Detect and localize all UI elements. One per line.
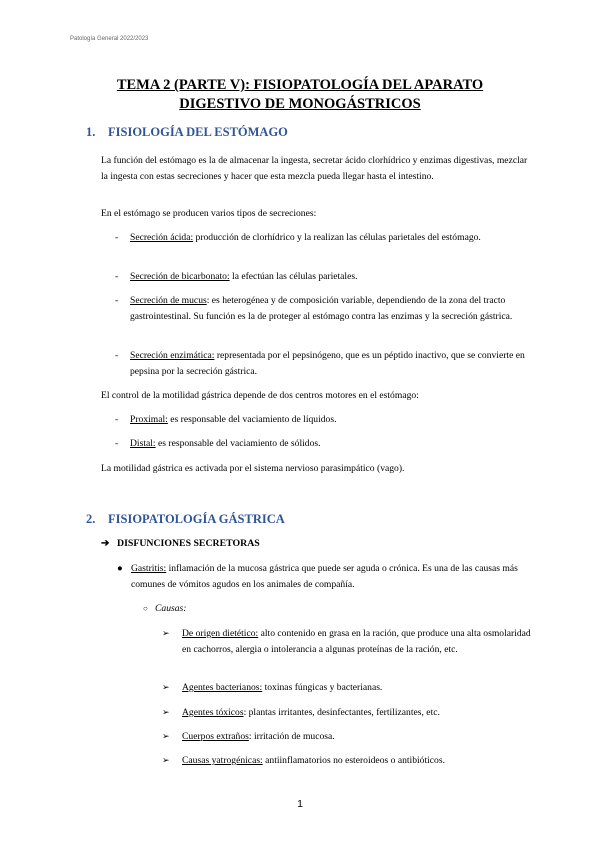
subsection-heading: ➔ DISFUNCIONES SECRETORAS [101, 538, 260, 549]
title-line-2: DIGESTIVO DE MONOGÁSTRICOS [179, 96, 421, 112]
arrowhead-icon: ➢ [162, 755, 170, 765]
document-page: Patología General 2022/2023 TEMA 2 (PARTE V): FISIOPATOLOGÍA DEL APARATO DIGESTIVO DE MONOGÁSTRICOS 1. FISIOLOGÍA DEL ESTÓMAGO La función del estómago es la de almacenar la ingesta, secretar ácido clorhídrico y enzimas digestivas, mezclar la ingesta con estas secreciones y hacer que esta mezcla pueda llegar hasta el intestino. En el estómago se producen varios tipos de secreciones: - Secreción ácida: producción de clorhídrico y la realizan las células parietales del estómago. - Secreción de bicarbonato: la efectúan las células parietales. - Secreción de mucus: es heterogénea y de composición variable, dependiendo de la zona del tracto gastrointestinal. Su función es la de proteger al estómago contra las enzimas y la secreción gástrica. - Secreción enzimática: representada por el pepsinógeno, que es un péptido inactivo, que se convierte en pepsina por la secreción gástrica. El control de la motilidad gástrica depende de dos centros motores en el estómago: - Proximal: es responsable del vaciamiento de líquidos. - Distal: es responsable del vaciamiento de sólidos. La motilidad gástrica es activada por el sistema nervioso parasimpático (vago). 2. FISIOPATOLOGÍA GÁSTRICA ➔ DISFUNCIONES SECRETORAS ● Gastritis: inflamación de la mucosa gástrica que puede ser aguda o crónica. Es una de las causas más comunes de vómitos agudos en los animales de compañía. ○ Causas: ➢ De origen dietético: alto contenido en grasa en la ración, que produce una alta osmolaridad en cachorros, alergia o intolerancia a algunas proteínas de la ración, etc. ➢ Agentes bacterianos: toxinas fúngicas y bacterianas. ➢ Agentes tóxicos: plantas irritantes, desinfectantes, fertilizantes, etc. ➢ Cuerpos extraños: irritación de mucosa. ➢ Causas yatrogénicas: antiinflamatorios no esteroideos o antibióticos. 1 [0, 0, 600, 848]
arrowhead-icon: ➢ [162, 628, 170, 638]
bullet-dot-icon: ● [117, 563, 123, 574]
section-1-closing: La motilidad gástrica es activada por el sistema nervioso parasimpático (vago). [101, 463, 405, 474]
secretions-intro: En el estómago se producen varios tipos de secreciones: [101, 208, 317, 219]
section-2-heading: 2. FISIOPATOLOGÍA GÁSTRICA [86, 512, 285, 526]
bullet-circle-icon: ○ [143, 604, 148, 613]
title-line-1: TEMA 2 (PARTE V): FISIOPATOLOGÍA DEL APARATO [116, 77, 484, 93]
arrowhead-icon: ➢ [162, 707, 170, 717]
section-1-heading: 1. FISIOLOGÍA DEL ESTÓMAGO [86, 125, 288, 139]
arrowhead-icon: ➢ [162, 731, 170, 741]
document-title [60, 76, 540, 114]
causes-label: ○ Causas: [143, 601, 186, 617]
motility-intro: El control de la motilidad gástrica depende de dos centros motores en el estómago: [101, 390, 419, 401]
arrowhead-icon: ➢ [162, 682, 170, 692]
arrow-right-icon: ➔ [101, 538, 110, 549]
page-number: 1 [297, 798, 303, 810]
section-1-intro: La función del estómago es la de almacenar la ingesta, secretar ácido clorhídrico y enzimas digestivas, mezclar la ingesta con estas secreciones y hacer que esta mezcla pueda llegar hasta el intestino. [101, 155, 528, 182]
page-header: Patología General 2022/2023 [70, 36, 149, 42]
